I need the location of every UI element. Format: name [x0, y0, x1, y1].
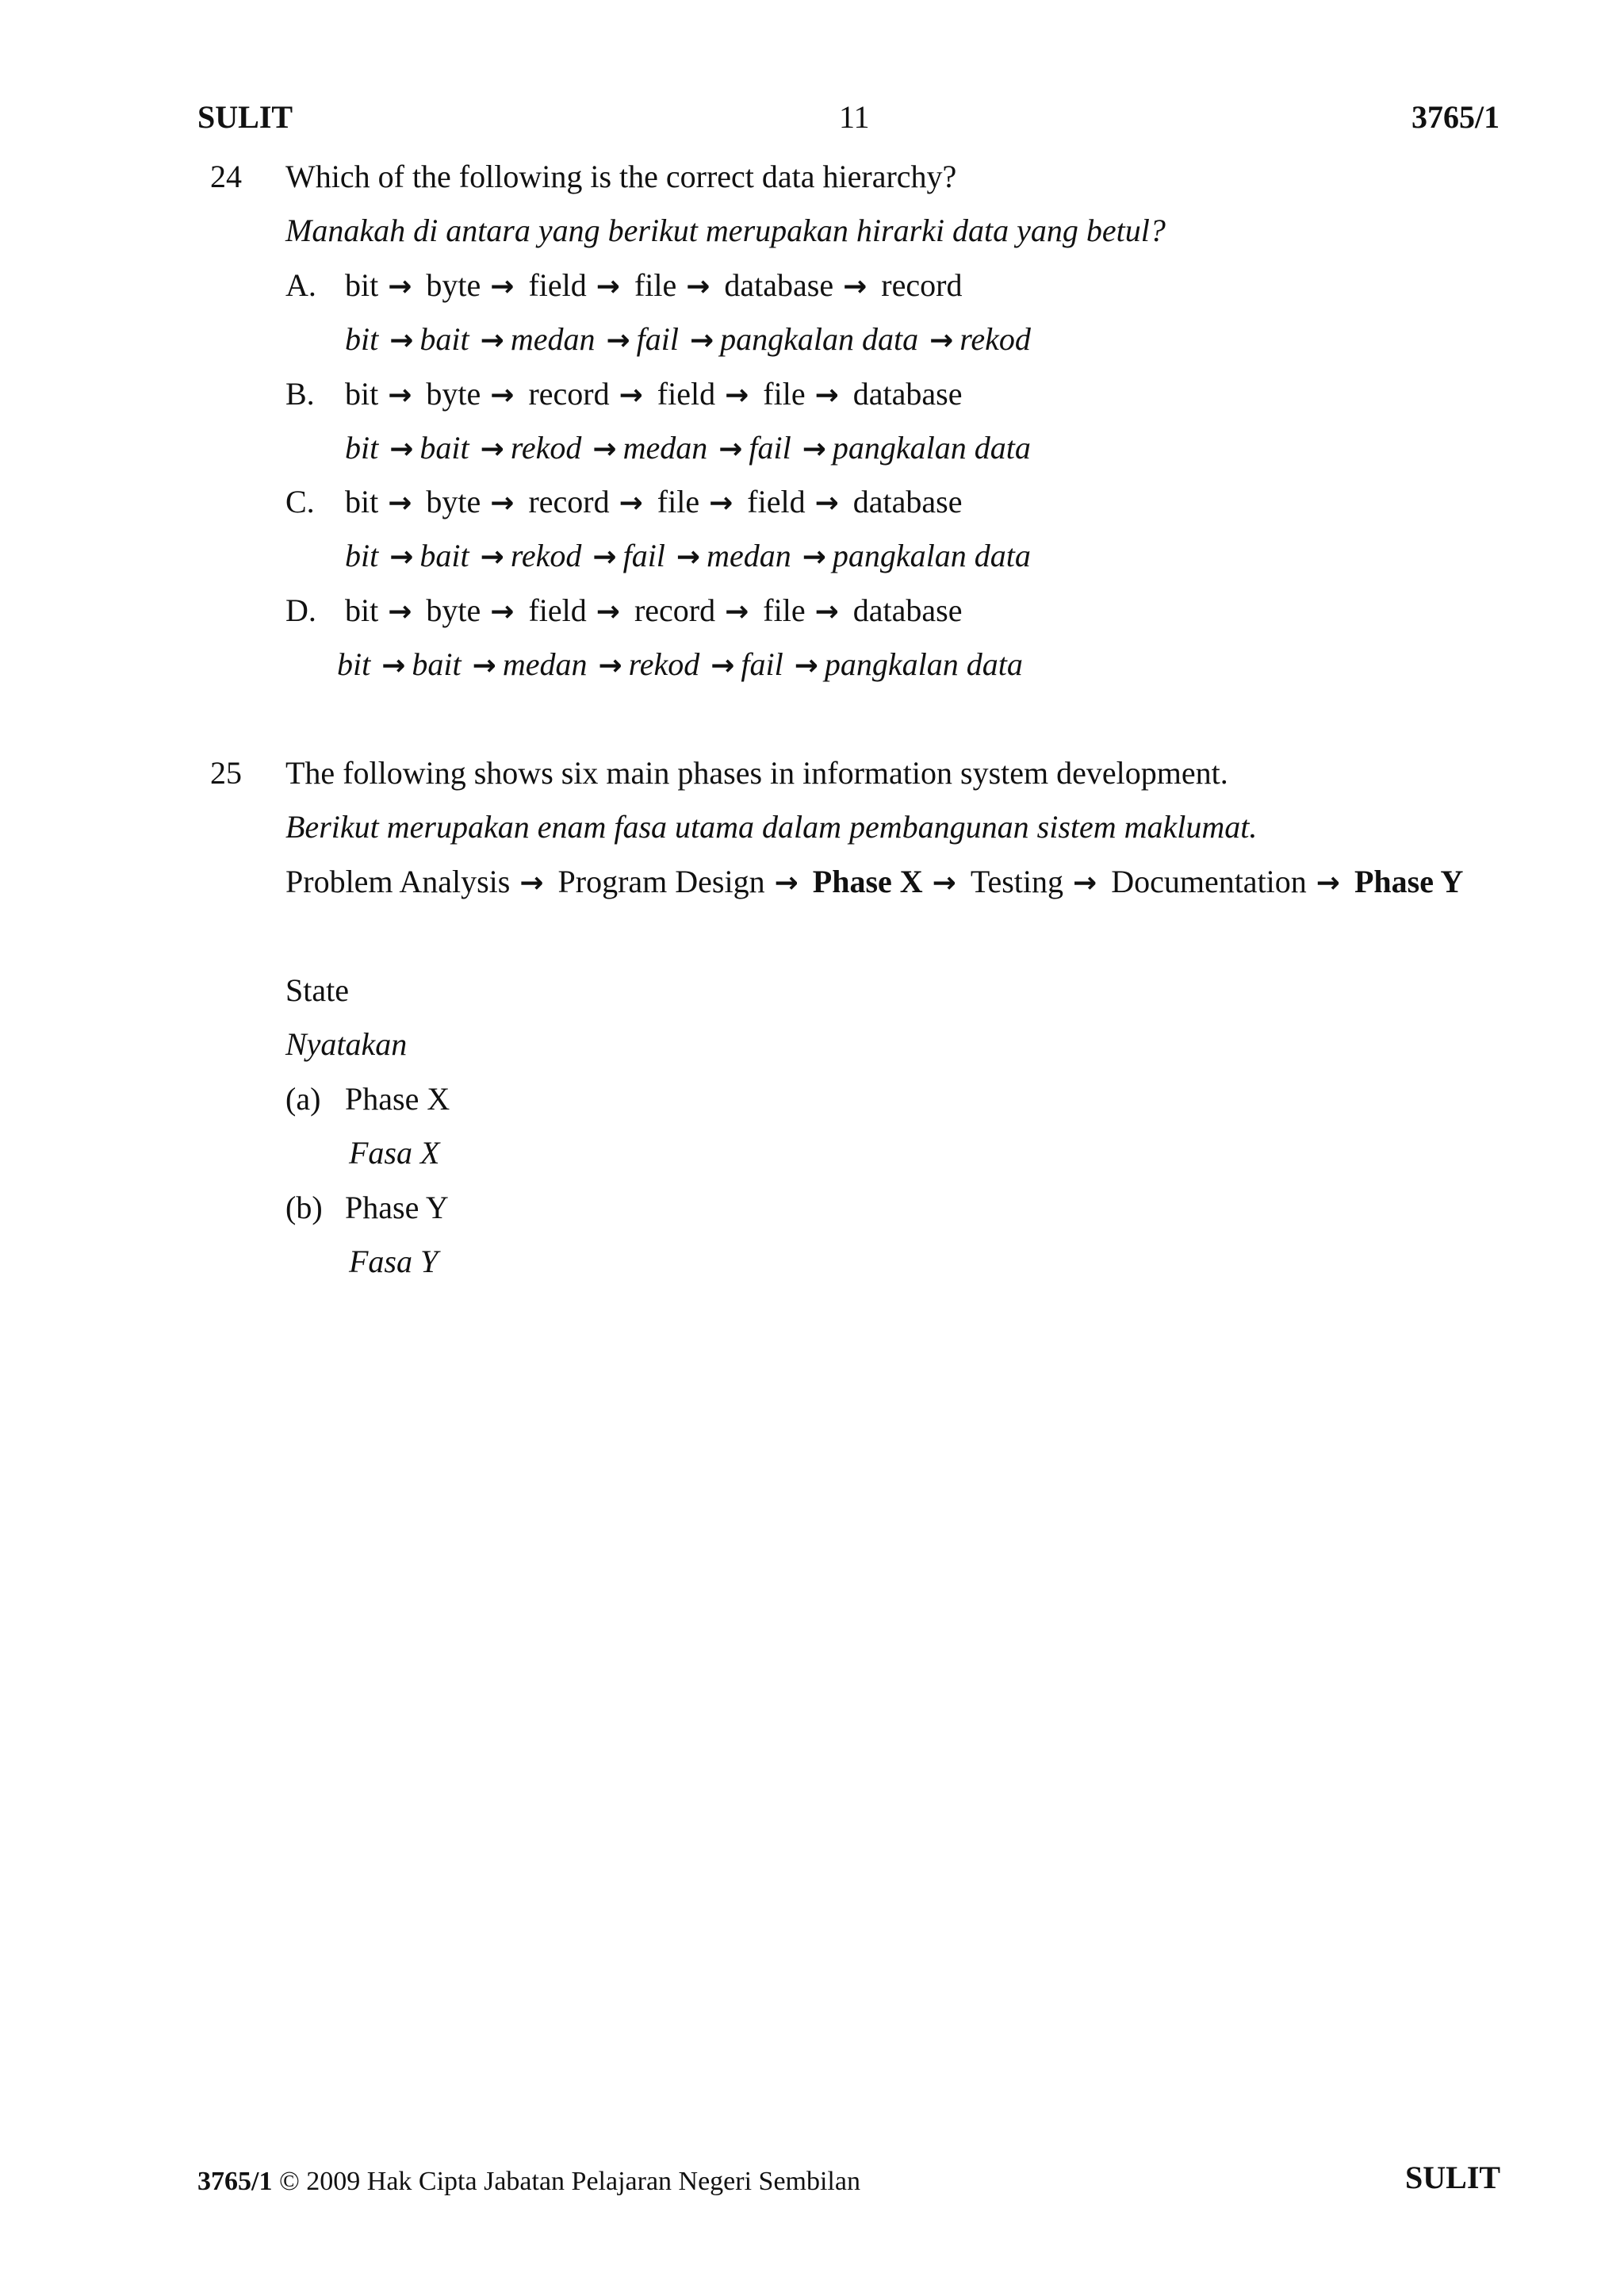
chain-item: byte [426, 267, 481, 303]
chain-item: field [528, 592, 587, 628]
right-arrow-icon: → [1316, 867, 1340, 899]
chain-item: database [852, 484, 963, 519]
chain-item: pangkalan data [832, 538, 1031, 573]
option-a-letter: A. [285, 267, 316, 303]
right-arrow-icon: → [388, 596, 412, 628]
chain-item: fail [741, 646, 783, 682]
option-b-chain-malay [345, 426, 1031, 472]
footer-copyright-text: © 2009 Hak Cipta Jabatan Pelajaran Negeri Sembilan [278, 2167, 860, 2196]
chain-item: byte [426, 376, 481, 412]
right-arrow-icon: → [709, 487, 733, 519]
right-arrow-icon: → [710, 650, 735, 682]
chain-item: field [528, 267, 587, 303]
chain-item: bit [345, 592, 379, 628]
question-25-text-malay: Berikut merupakan enam fasa utama dalam pembangunan sistem maklumat. [285, 809, 1258, 845]
right-arrow-icon: → [480, 324, 504, 357]
chain-item: bait [412, 646, 462, 682]
right-arrow-icon: → [388, 270, 412, 303]
right-arrow-icon: → [389, 541, 414, 573]
right-arrow-icon: → [490, 379, 515, 412]
right-arrow-icon: → [490, 270, 515, 303]
instruction-state-malay: Nyatakan [285, 1026, 408, 1062]
instruction-state: State [285, 972, 349, 1008]
option-d-letter: D. [285, 592, 316, 628]
right-arrow-icon: → [606, 324, 630, 357]
chain-item: pangkalan data [824, 646, 1023, 682]
right-arrow-icon: → [814, 487, 839, 519]
right-arrow-icon: → [472, 650, 496, 682]
chain-item: bit [345, 267, 379, 303]
chain-item: fail [749, 430, 791, 466]
right-arrow-icon: → [932, 867, 956, 899]
chain-item: bait [419, 321, 469, 357]
chain-item: bit [345, 484, 379, 519]
chain-item: bit [345, 538, 379, 573]
phase-y-label: Phase Y [1354, 864, 1464, 899]
right-arrow-icon: → [718, 433, 743, 466]
chain-item: pangkalan data [832, 430, 1031, 466]
question-24-text-malay: Manakah di antara yang berikut merupakan hirarki data yang betul? [285, 213, 1166, 248]
right-arrow-icon: → [1073, 867, 1097, 899]
chain-item: rekod [510, 538, 582, 573]
part-b-text-malay: Fasa Y [349, 1244, 439, 1279]
chain-item: rekod [628, 646, 700, 682]
footer-copyright [197, 2163, 860, 2201]
chain-item: medan [510, 321, 596, 357]
chain-item: byte [426, 484, 481, 519]
option-c-letter: C. [285, 484, 315, 519]
question-25-text: The following shows six main phases in information system development. [285, 755, 1228, 791]
footer-right-label: SULIT [1405, 2160, 1501, 2195]
right-arrow-icon: → [619, 487, 643, 519]
part-a-label: (a) [285, 1081, 321, 1117]
right-arrow-icon: → [725, 596, 749, 628]
part-b-text: Phase Y [345, 1190, 449, 1225]
chain-item: bait [419, 538, 469, 573]
right-arrow-icon: → [794, 650, 818, 682]
chain-item: record [634, 592, 716, 628]
right-arrow-icon: → [802, 541, 826, 573]
right-arrow-icon: → [592, 541, 617, 573]
chain-item: database [852, 592, 963, 628]
right-arrow-icon: → [843, 270, 868, 303]
footer-paper-code: 3765/1 [197, 2167, 273, 2196]
right-arrow-icon: → [519, 867, 544, 899]
right-arrow-icon: → [490, 596, 515, 628]
right-arrow-icon: → [596, 270, 620, 303]
option-a-chain-malay [345, 317, 1031, 363]
chain-item: database [852, 376, 963, 412]
right-arrow-icon: → [490, 487, 515, 519]
right-arrow-icon: → [389, 324, 414, 357]
chain-item: pangkalan data [720, 321, 919, 357]
right-arrow-icon: → [676, 541, 701, 573]
right-arrow-icon: → [774, 867, 799, 899]
header-left-label: SULIT [197, 99, 293, 135]
phase-item: Documentation [1111, 864, 1307, 899]
page-number: 11 [839, 99, 870, 135]
chain-item: fail [636, 321, 679, 357]
chain-item: record [528, 484, 610, 519]
chain-item: file [763, 592, 806, 628]
option-b-letter: B. [285, 376, 315, 412]
option-d-chain-malay [337, 642, 1023, 688]
chain-item: bit [345, 376, 379, 412]
question-24-number: 24 [210, 159, 242, 194]
chain-item: file [763, 376, 806, 412]
chain-item: field [747, 484, 806, 519]
right-arrow-icon: → [814, 596, 839, 628]
right-arrow-icon: → [592, 433, 617, 466]
option-a-chain [345, 263, 962, 309]
part-b-label: (b) [285, 1190, 323, 1225]
right-arrow-icon: → [689, 324, 714, 357]
question-25-number: 25 [210, 755, 242, 791]
chain-item: bit [345, 430, 379, 466]
chain-item: record [528, 376, 610, 412]
phase-item: Program Design [557, 864, 765, 899]
chain-item: medan [502, 646, 588, 682]
right-arrow-icon: → [389, 433, 414, 466]
phase-sequence [285, 860, 1463, 906]
right-arrow-icon: → [929, 324, 954, 357]
chain-item: bait [419, 430, 469, 466]
chain-item: file [634, 267, 677, 303]
chain-item: rekod [959, 321, 1031, 357]
right-arrow-icon: → [381, 650, 406, 682]
right-arrow-icon: → [480, 433, 504, 466]
option-b-chain [345, 372, 962, 418]
right-arrow-icon: → [686, 270, 710, 303]
right-arrow-icon: → [596, 596, 620, 628]
chain-item: medan [707, 538, 791, 573]
right-arrow-icon: → [619, 379, 643, 412]
phase-item: Problem Analysis [285, 864, 511, 899]
right-arrow-icon: → [814, 379, 839, 412]
right-arrow-icon: → [802, 433, 826, 466]
chain-item: medan [622, 430, 708, 466]
chain-item: bit [345, 321, 379, 357]
part-a-text: Phase X [345, 1081, 450, 1117]
chain-item: record [881, 267, 963, 303]
phase-item: Testing [970, 864, 1064, 899]
chain-item: fail [622, 538, 665, 573]
right-arrow-icon: → [725, 379, 749, 412]
right-arrow-icon: → [598, 650, 622, 682]
chain-item: database [724, 267, 834, 303]
right-arrow-icon: → [480, 541, 504, 573]
chain-item: field [657, 376, 716, 412]
header-paper-code: 3765/1 [1411, 99, 1500, 135]
phase-x-label: Phase X [812, 864, 923, 899]
chain-item: rekod [510, 430, 582, 466]
option-d-chain [345, 588, 962, 634]
question-24-text: Which of the following is the correct data hierarchy? [285, 159, 957, 194]
right-arrow-icon: → [388, 379, 412, 412]
option-c-chain-malay [345, 534, 1031, 580]
right-arrow-icon: → [388, 487, 412, 519]
part-a-text-malay: Fasa X [349, 1135, 440, 1171]
option-c-chain [345, 480, 962, 526]
chain-item: file [657, 484, 700, 519]
chain-item: bit [337, 646, 371, 682]
chain-item: byte [426, 592, 481, 628]
